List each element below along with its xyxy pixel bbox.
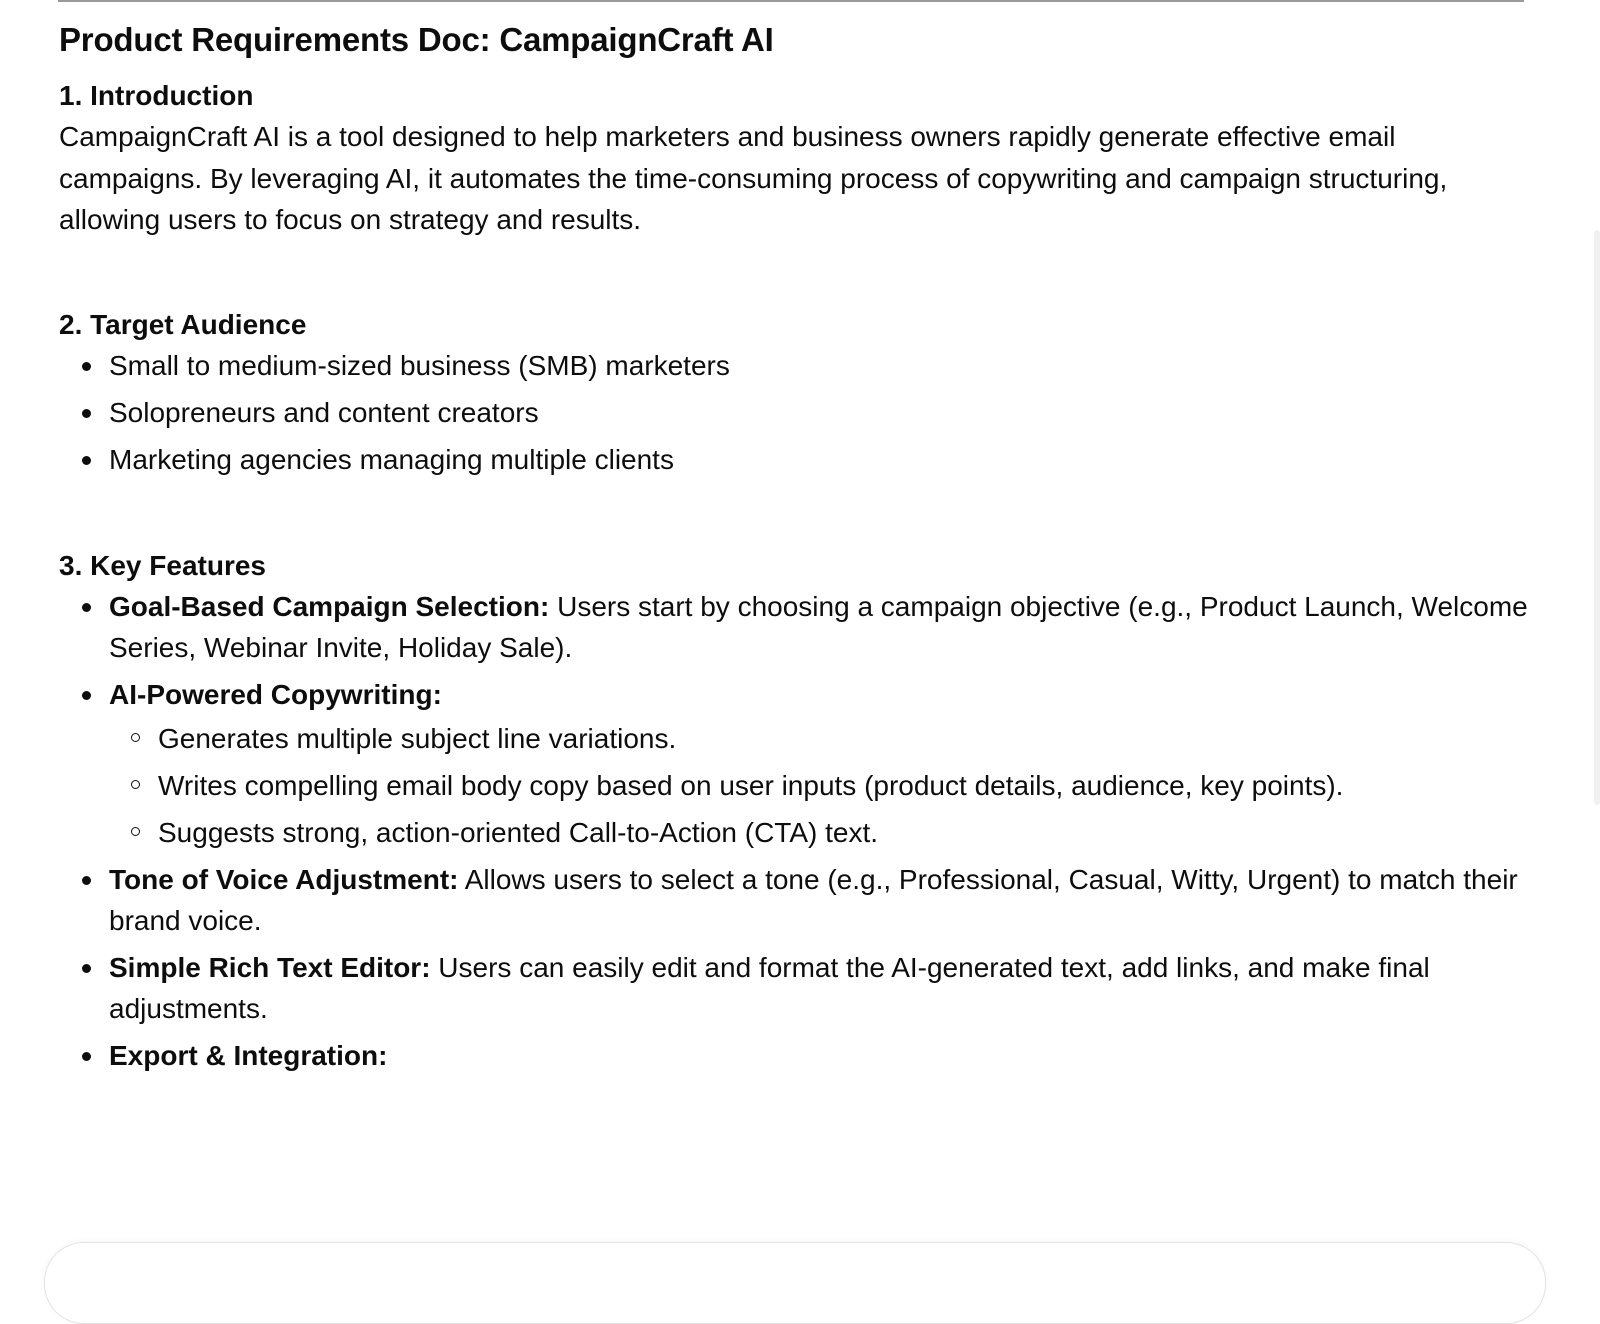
feature-title: Tone of Voice Adjustment: (109, 863, 459, 895)
bullet-icon (82, 1052, 91, 1061)
feature-description: Users can easily edit and format the AI-generated text, add links, and make final adjustments. (109, 951, 1430, 1024)
bullet-icon (82, 362, 91, 371)
sub-list-item (109, 812, 1529, 853)
message-input-box[interactable] (44, 1242, 1546, 1324)
target-audience-heading: 2. Target Audience (59, 308, 307, 340)
sub-list-item-text: Generates multiple subject line variations. (158, 722, 677, 754)
feature-item (59, 674, 1529, 853)
feature-item (59, 586, 1529, 668)
feature-sublist (109, 718, 1529, 853)
scrollbar[interactable] (1594, 230, 1600, 805)
list-item-text: Small to medium-sized business (SMB) marketers (109, 349, 730, 381)
hollow-bullet-icon (131, 780, 140, 789)
sub-list-item (109, 765, 1529, 806)
top-divider (58, 0, 1524, 2)
bullet-icon (82, 691, 91, 700)
list-item (59, 439, 1529, 480)
feature-item (59, 859, 1529, 941)
key-features-list (59, 586, 1529, 1076)
feature-description: Users start by choosing a campaign objective (e.g., Product Launch, Welcome Series, Webinar Invite, Holiday Sale). (109, 590, 1528, 663)
feature-title: Export & Integration: (109, 1039, 388, 1071)
sub-list-item-text: Suggests strong, action-oriented Call-to-Action (CTA) text. (158, 816, 879, 848)
bullet-icon (82, 409, 91, 418)
hollow-bullet-icon (131, 733, 140, 742)
target-audience-list (59, 345, 1529, 480)
hollow-bullet-icon (131, 827, 140, 836)
list-item (59, 345, 1529, 386)
feature-title: Simple Rich Text Editor: (109, 951, 431, 983)
bullet-icon (82, 456, 91, 465)
feature-title: Goal-Based Campaign Selection: (109, 590, 550, 622)
feature-description: Allows users to select a tone (e.g., Professional, Casual, Witty, Urgent) to match their brand voice. (109, 863, 1518, 936)
feature-item (59, 947, 1529, 1029)
sub-list-item (109, 718, 1529, 759)
feature-title: AI-Powered Copywriting: (109, 678, 442, 710)
list-item (59, 392, 1529, 433)
bullet-icon (82, 603, 91, 612)
introduction-body: CampaignCraft AI is a tool designed to help marketers and business owners rapidly generate effective email campaigns. By leveraging AI, it automates the time-consuming process of copywriting and campaign structuring, allowing users to focus on strategy and results. (59, 121, 1448, 235)
bullet-icon (82, 876, 91, 885)
sub-list-item-text: Writes compelling email body copy based on user inputs (product details, audience, key points). (158, 769, 1344, 801)
doc-title: Product Requirements Doc: CampaignCraft AI (59, 21, 774, 58)
introduction-heading: 1. Introduction (59, 80, 254, 111)
list-item-text: Solopreneurs and content creators (109, 396, 539, 428)
key-features-heading: 3. Key Features (59, 549, 266, 581)
bullet-icon (82, 964, 91, 973)
feature-item (59, 1035, 1529, 1076)
document (59, 18, 1529, 1082)
list-item-text: Marketing agencies managing multiple clients (109, 443, 674, 475)
